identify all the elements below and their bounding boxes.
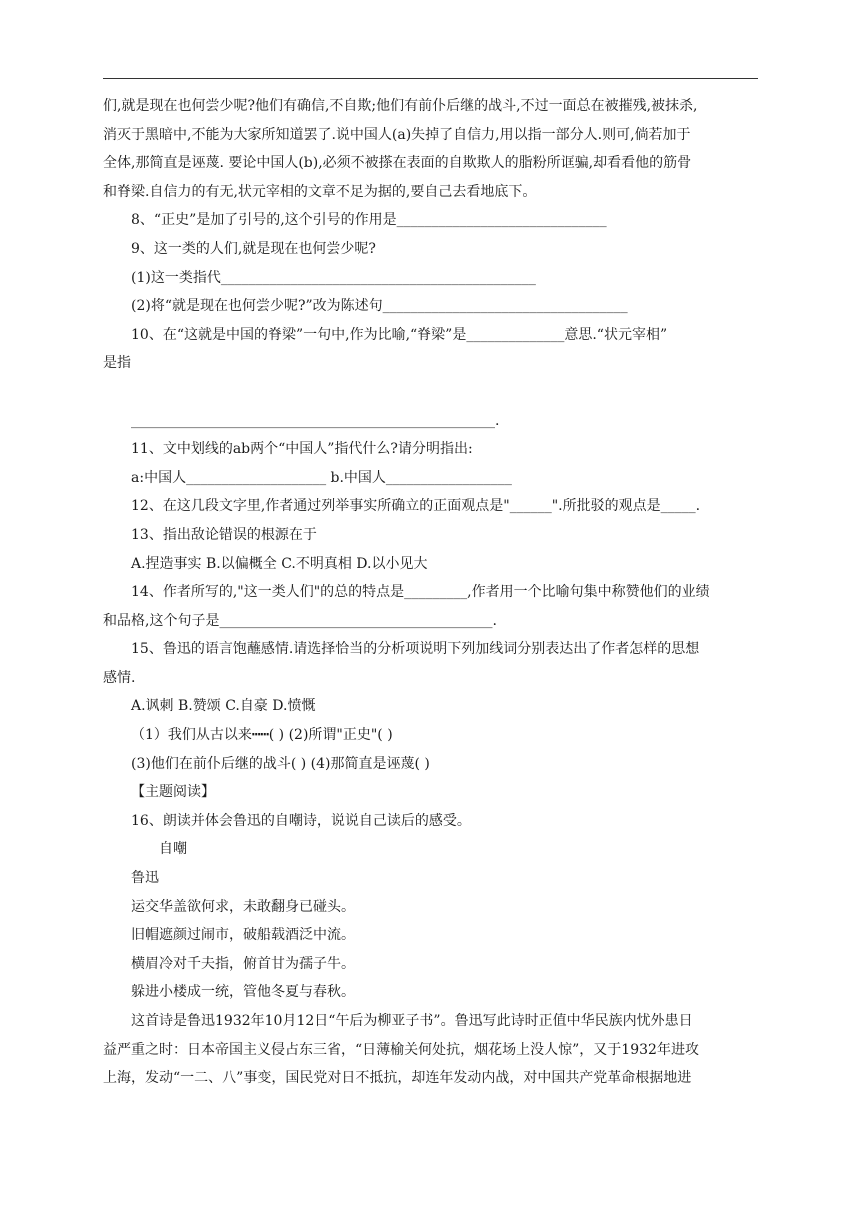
- text-line: 10、在“这就是中国的脊梁”一句中,作为比喻,“脊梁”是______________意思.“状元宰相”: [131, 326, 668, 343]
- document-body: [103, 92, 763, 1093]
- text-line: 14、作者所写的,"这一类人们"的总的特点是_________,作者用一个比喻句集中称赞他们的业绩: [131, 584, 710, 601]
- text-line: 12、在这几段文字里,作者通过列举事实所确立的正面观点是"______".所批驳的观点是_____.: [131, 498, 701, 515]
- text-line: 感情.: [103, 669, 136, 686]
- text-line: 横眉冷对千夫指，俯首甘为孺子牛。: [131, 955, 355, 972]
- text-line: 旧帽遮颜过闹市，破船载酒泛中流。: [131, 927, 355, 944]
- text-line: (1)这一类指代_____________________________________________: [131, 269, 536, 286]
- text-line: 这首诗是鲁迅1932年10月12日“午后为柳亚子书”。鲁迅写此诗时正值中华民族内忧外患日: [131, 1013, 693, 1029]
- text-line: 和品格,这个句子是_______________________________________.: [103, 612, 497, 629]
- text-line: 全体,那简直是诬蔑. 要论中国人(b),必须不被搽在表面的自欺欺人的脂粉所诓骗,却看看他的筋骨: [103, 155, 692, 172]
- text-line: 16、朗读并体会鲁迅的自嘲诗，说说自己读后的感受。: [131, 812, 471, 829]
- text-line: (3)他们在前仆后继的战斗( ) (4)那简直是诬蔑( ): [131, 755, 430, 772]
- text-line: 上海，发动“一二、八”事变，国民党对日不抵抗，却连年发动内战，对中国共产党革命根据地进: [103, 1070, 692, 1087]
- text-line: ____________________________________________________.: [131, 412, 500, 429]
- text-line: 11、文中划线的ab两个“中国人”指代什么?请分明指出:: [131, 441, 473, 458]
- text-line: 消灭于黑暗中,不能为大家所知道罢了.说中国人(a)失掉了自信力,用以指一部分人.则可,倘若加于: [103, 126, 691, 143]
- blank-line: [103, 378, 763, 407]
- text-line: 9、这一类的人们,就是现在也何尝少呢?: [131, 240, 376, 257]
- text-line: 运交华盖欲何求，未敢翻身已碰头。: [131, 898, 355, 915]
- text-line: A.讽刺 B.赞颂 C.自豪 D.愤慨: [131, 698, 316, 715]
- text-line: 益严重之时：日本帝国主义侵占东三省，“日薄榆关何处抗，烟花场上没人惊”，又于1932年进攻: [103, 1041, 699, 1058]
- text-line: 是指: [103, 355, 131, 372]
- text-line: 和脊梁.自信力的有无,状元宰相的文章不足为据的,要自己去看地底下。: [103, 183, 537, 200]
- text-line: （1）我们从古以来┅┅( ) (2)所谓"正史"( ): [131, 727, 393, 744]
- text-line: 们,就是现在也何尝少呢?他们有确信,不自欺;他们有前仆后继的战斗,不过一面总在被摧残,被抹杀,: [103, 98, 698, 114]
- header-rule: [103, 78, 758, 79]
- text-line: a:中国人____________________ b.中国人__________________: [131, 469, 512, 486]
- text-line: 鲁迅: [131, 870, 159, 887]
- text-line: 8、“正史”是加了引号的,这个引号的作用是______________________________: [131, 212, 607, 229]
- text-line: 躲进小楼成一统，管他冬夏与春秋。: [131, 984, 355, 1001]
- text-line: 15、鲁迅的语言饱蘸感情.请选择恰当的分析项说明下列加线词分别表达出了作者怎样的思想: [131, 641, 700, 658]
- text-line: 【主题阅读】: [131, 784, 215, 801]
- text-line: 自嘲: [159, 841, 187, 858]
- text-line: (2)将“就是现在也何尝少呢?”改为陈述句___________________________________: [131, 298, 628, 315]
- text-line: 13、指出敌论错误的根源在于: [131, 526, 317, 543]
- text-line: A.捏造事实 B.以偏概全 C.不明真相 D.以小见大: [131, 555, 428, 572]
